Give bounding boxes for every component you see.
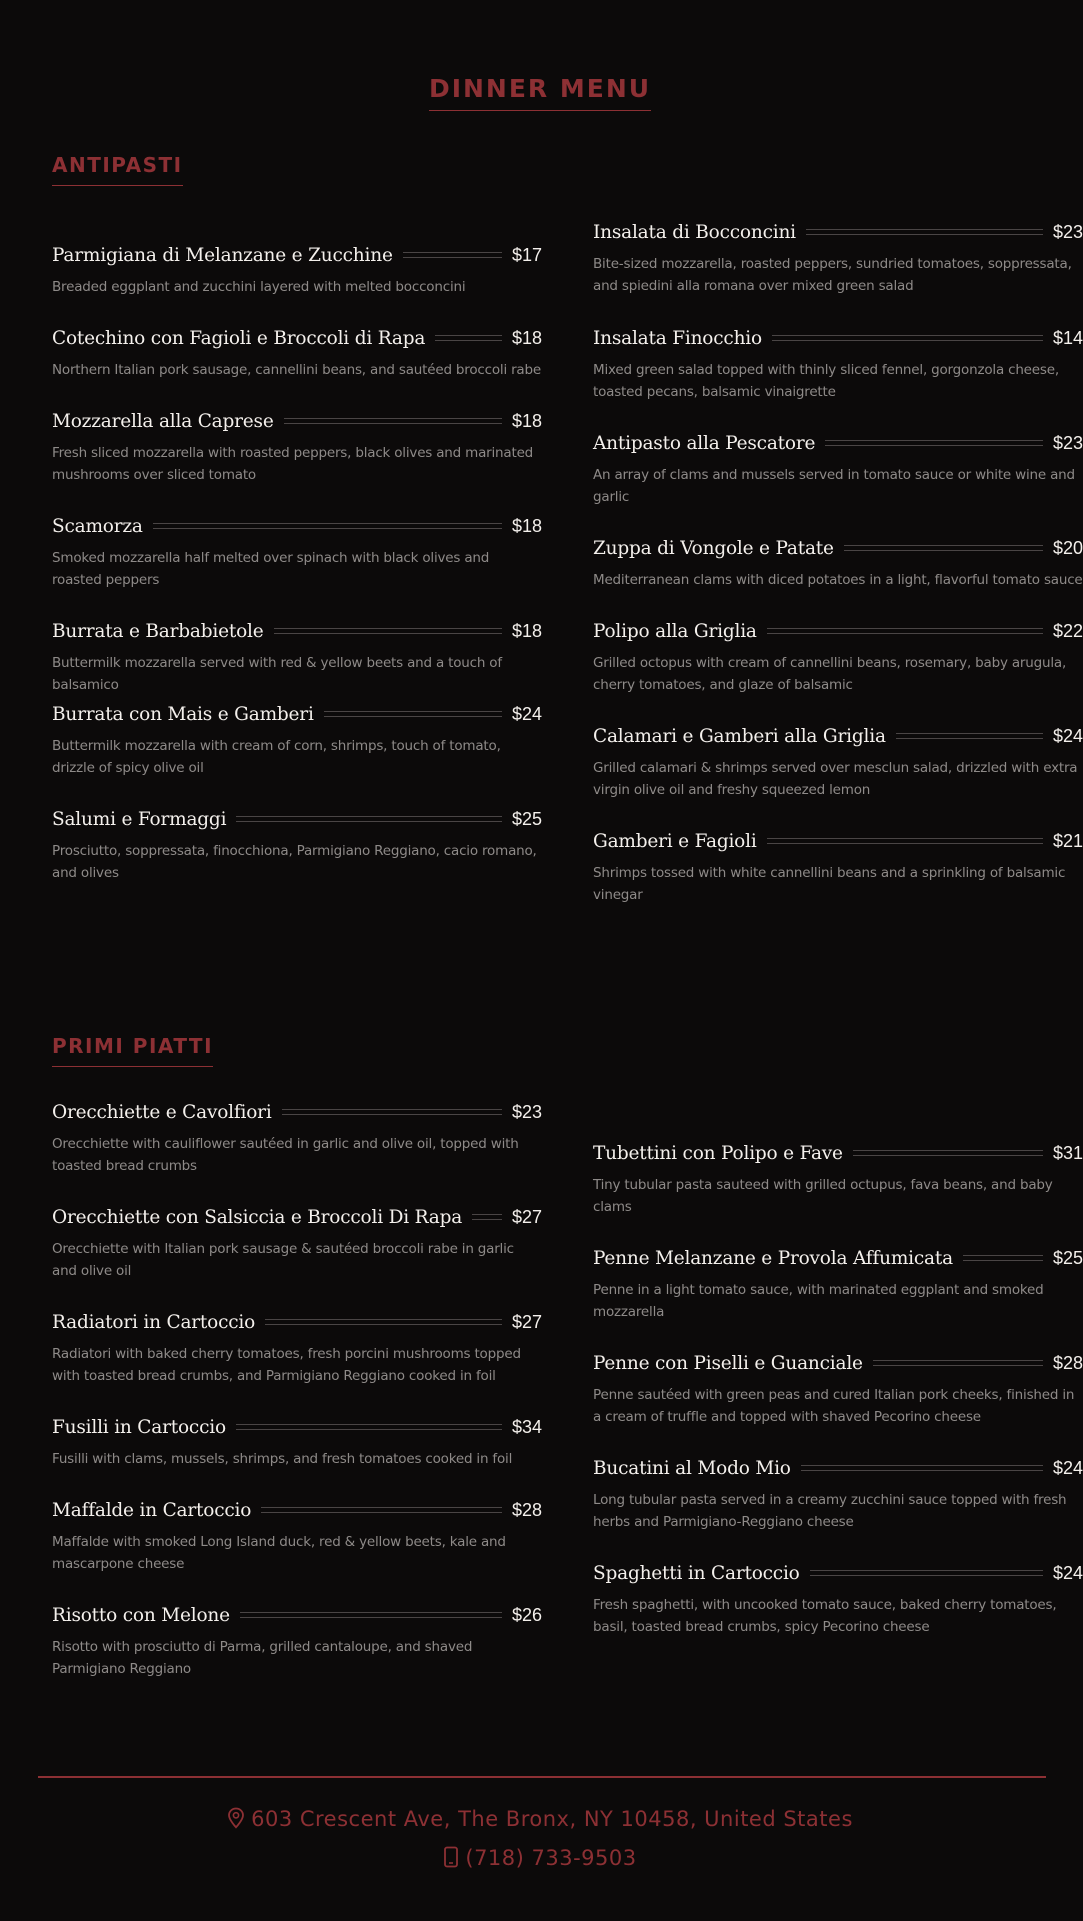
menu-item-header	[593, 616, 1083, 646]
menu-item-header	[593, 323, 1083, 353]
footer-divider	[38, 1776, 1046, 1778]
menu-title-wrap	[0, 74, 1080, 111]
menu-item-description: Penne in a light tomato sauce, with marinated eggplant and smoked mozzarella	[593, 1282, 1044, 1320]
menu-item-description: Grilled calamari & shrimps served over mesclun salad, drizzled with extra virgin olive oil and freshy squeezed lemon	[593, 760, 1078, 798]
menu-item-price: $18	[511, 620, 542, 641]
menu-item	[593, 616, 1083, 696]
footer-phone[interactable]	[0, 1846, 1080, 1870]
menu-item	[52, 511, 542, 591]
menu-item	[593, 1348, 1083, 1428]
menu-item-header	[52, 240, 542, 270]
menu-item	[593, 217, 1083, 294]
menu-item-name: Radiatori in Cartoccio	[52, 1311, 256, 1333]
menu-item-name: Salumi e Formaggi	[52, 808, 227, 830]
menu-item-price: $24	[1052, 1457, 1083, 1478]
leader-line	[772, 335, 1043, 341]
menu-item-price: $28	[1052, 1352, 1083, 1373]
leader-line	[853, 1150, 1043, 1156]
menu-item-name: Insalata di Bocconcini	[593, 221, 796, 243]
menu-item-price: $26	[511, 1604, 542, 1625]
section-title-primi-piatti: PRIMI PIATTI	[52, 1034, 213, 1067]
menu-item-description: Long tubular pasta served in a creamy zucchini sauce topped with fresh herbs and Parmigiano-Reggiano cheese	[593, 1492, 1067, 1530]
menu-item-header	[593, 1138, 1083, 1168]
leader-line	[236, 1424, 502, 1430]
menu-item-price: $25	[1052, 1247, 1083, 1268]
menu-item-description: Maffalde with smoked Long Island duck, red & yellow beets, kale and mascarpone cheese	[52, 1534, 506, 1572]
menu-item-header	[52, 1412, 542, 1442]
menu-item-name: Polipo alla Griglia	[593, 620, 757, 642]
menu-item-header	[52, 1600, 542, 1630]
menu-item-header	[52, 1307, 542, 1337]
leader-line	[767, 628, 1043, 634]
leader-line	[435, 335, 502, 341]
menu-item-description: Radiatori with baked cherry tomatoes, fresh porcini mushrooms topped with toasted bread crumbs, and Parmigiano Reggiano cooked in foil	[52, 1346, 521, 1384]
menu-item-header	[593, 1243, 1083, 1273]
menu-item	[593, 428, 1083, 508]
leader-line	[873, 1360, 1043, 1366]
menu-item-header	[52, 616, 542, 646]
leader-line	[261, 1507, 502, 1513]
leader-line	[265, 1319, 502, 1325]
menu-item-header	[593, 1558, 1083, 1588]
menu-item-price: $18	[511, 410, 542, 431]
menu-item-description: Fusilli with clams, mussels, shrimps, and fresh tomatoes cooked in foil	[52, 1451, 513, 1467]
phone-icon	[443, 1846, 459, 1868]
menu-item-name: Penne con Piselli e Guanciale	[593, 1352, 863, 1374]
menu-item	[52, 699, 542, 779]
menu-item	[52, 1307, 542, 1387]
leader-line	[153, 523, 502, 529]
menu-item	[593, 721, 1083, 801]
menu-item-name: Fusilli in Cartoccio	[52, 1416, 226, 1438]
leader-line	[284, 418, 502, 424]
menu-item-description: Mixed green salad topped with thinly sliced fennel, gorgonzola cheese, toasted pecans, balsamic vinaigrette	[593, 362, 1059, 400]
leader-line	[767, 838, 1043, 844]
menu-item-price: $27	[511, 1311, 542, 1332]
menu-item-description: Penne sautéed with green peas and cured Italian pork cheeks, finished in a cream of truffle and topped with shaved Pecorino cheese	[593, 1387, 1075, 1425]
leader-line	[810, 1570, 1043, 1576]
menu-item-header	[52, 323, 542, 353]
menu-item-price: $20	[1052, 537, 1083, 558]
menu-item-name: Maffalde in Cartoccio	[52, 1499, 252, 1521]
menu-item-name: Antipasto alla Pescatore	[593, 432, 816, 454]
menu-item-name: Risotto con Melone	[52, 1604, 230, 1626]
menu-item-description: Orecchiette with cauliflower sautéed in garlic and olive oil, topped with toasted bread crumbs	[52, 1136, 519, 1174]
menu-item	[593, 1453, 1083, 1533]
menu-item-price: $18	[511, 327, 542, 348]
menu-item-name: Orecchiette con Salsiccia e Broccoli Di Rapa	[52, 1206, 463, 1228]
menu-item	[52, 406, 542, 486]
page-title: DINNER MENU	[429, 74, 651, 111]
footer-address-text: 603 Crescent Ave, The Bronx, NY 10458, United States	[251, 1807, 853, 1831]
menu-item-description: Buttermilk mozzarella with cream of corn, shrimps, touch of tomato, drizzle of spicy olive oil	[52, 738, 501, 776]
menu-item-header	[52, 1495, 542, 1525]
leader-line	[896, 733, 1043, 739]
menu-item-header	[593, 1453, 1083, 1483]
menu-item-price: $14	[1052, 327, 1083, 348]
menu-item-price: $22	[1052, 620, 1083, 641]
leader-line	[240, 1612, 502, 1618]
menu-item-name: Cotechino con Fagioli e Broccoli di Rapa	[52, 327, 426, 349]
menu-item-header	[52, 406, 542, 436]
menu-item	[593, 1138, 1083, 1218]
menu-item-description: Shrimps tossed with white cannellini beans and a sprinkling of balsamic vinegar	[593, 865, 1066, 903]
menu-item	[52, 1412, 542, 1470]
menu-item-description: An array of clams and mussels served in tomato sauce or white wine and garlic	[593, 467, 1075, 505]
menu-item-price: $17	[511, 244, 542, 265]
leader-line	[274, 628, 502, 634]
menu-item	[52, 616, 542, 696]
menu-item-description: Tiny tubular pasta sauteed with grilled octupus, fava beans, and baby clams	[593, 1177, 1053, 1215]
menu-item	[593, 323, 1083, 403]
leader-line	[825, 440, 1043, 446]
menu-item-description: Risotto with prosciutto di Parma, grilled cantaloupe, and shaved Parmigiano Reggiano	[52, 1639, 473, 1677]
menu-item	[52, 1495, 542, 1575]
menu-item-header	[593, 428, 1083, 458]
menu-item-header	[593, 217, 1083, 247]
menu-item-price: $23	[1052, 432, 1083, 453]
menu-item-description: Grilled octopus with cream of cannellini beans, rosemary, baby arugula, cherry tomatoes, and glaze of balsamic	[593, 655, 1067, 693]
menu-item	[52, 1097, 542, 1177]
menu-item-name: Burrata e Barbabietole	[52, 620, 264, 642]
menu-item-description: Northern Italian pork sausage, cannellini beans, and sautéed broccoli rabe	[52, 362, 541, 378]
menu-item-name: Insalata Finocchio	[593, 327, 762, 349]
leader-line	[963, 1255, 1043, 1261]
menu-item-header	[52, 1202, 542, 1232]
menu-item-name: Calamari e Gamberi alla Griglia	[593, 725, 886, 747]
footer-phone-text: (718) 733-9503	[465, 1846, 637, 1870]
menu-item-name: Gamberi e Fagioli	[593, 830, 757, 852]
menu-item-price: $24	[1052, 725, 1083, 746]
menu-item	[52, 240, 542, 298]
footer-address[interactable]	[0, 1807, 1080, 1831]
map-pin-icon	[227, 1807, 245, 1829]
menu-item-name: Burrata con Mais e Gamberi	[52, 703, 314, 725]
menu-item-header	[593, 533, 1083, 563]
menu-item-price: $24	[1052, 1562, 1083, 1583]
leader-line	[324, 711, 502, 717]
menu-item-description: Mediterranean clams with diced potatoes in a light, flavorful tomato sauce	[593, 572, 1083, 588]
menu-item	[52, 323, 542, 381]
menu-item-price: $31	[1052, 1142, 1083, 1163]
leader-line	[282, 1109, 502, 1115]
menu-item-name: Parmigiana di Melanzane e Zucchine	[52, 244, 393, 266]
menu-item-name: Spaghetti in Cartoccio	[593, 1562, 800, 1584]
menu-item-description: Orecchiette with Italian pork sausage & sautéed broccoli rabe in garlic and olive oil	[52, 1241, 514, 1279]
menu-item-price: $25	[511, 808, 542, 829]
menu-item	[593, 1558, 1083, 1635]
menu-item-name: Zuppa di Vongole e Patate	[593, 537, 834, 559]
leader-line	[472, 1214, 502, 1220]
menu-item-description: Fresh sliced mozzarella with roasted peppers, black olives and marinated mushrooms over sliced tomato	[52, 445, 534, 483]
leader-line	[806, 229, 1043, 235]
menu-item-description: Smoked mozzarella half melted over spinach with black olives and roasted peppers	[52, 550, 490, 588]
menu-item	[593, 533, 1083, 591]
menu-item	[593, 1243, 1083, 1323]
menu-item-name: Bucatini al Modo Mio	[593, 1457, 791, 1479]
menu-item	[52, 1202, 542, 1282]
leader-line	[236, 816, 502, 822]
leader-line	[403, 252, 502, 258]
menu-item-header	[593, 721, 1083, 751]
menu-item-price: $18	[511, 515, 542, 536]
menu-item-name: Mozzarella alla Caprese	[52, 410, 274, 432]
menu-item-header	[52, 511, 542, 541]
menu-item-header	[593, 826, 1083, 856]
menu-item-header	[52, 699, 542, 729]
menu-item-description: Fresh spaghetti, with uncooked tomato sauce, baked cherry tomatoes, basil, toasted bread crumbs, spicy Pecorino cheese	[593, 1597, 1057, 1635]
menu-item-header	[52, 1097, 542, 1127]
menu-item-price: $23	[511, 1101, 542, 1122]
leader-line	[844, 545, 1043, 551]
menu-item	[52, 804, 542, 884]
menu-item-header	[52, 804, 542, 834]
menu-item	[52, 1600, 542, 1680]
menu-item-description: Breaded eggplant and zucchini layered with melted bocconcini	[52, 279, 466, 295]
menu-item-description: Bite-sized mozzarella, roasted peppers, sundried tomatoes, soppressata, and spiedini alla romana over mixed green salad	[593, 256, 1072, 294]
menu-item-price: $24	[511, 703, 542, 724]
menu-item-name: Scamorza	[52, 515, 143, 537]
leader-line	[801, 1465, 1043, 1471]
menu-item-price: $28	[511, 1499, 542, 1520]
menu-item-name: Tubettini con Polipo e Fave	[593, 1142, 843, 1164]
menu-item-price: $21	[1052, 830, 1083, 851]
section-title-antipasti: ANTIPASTI	[52, 153, 183, 186]
menu-item-name: Penne Melanzane e Provola Affumicata	[593, 1247, 953, 1269]
menu-item-price: $27	[511, 1206, 542, 1227]
menu-item	[593, 826, 1083, 906]
menu-item-description: Prosciutto, soppressata, finocchiona, Parmigiano Reggiano, cacio romano, and olives	[52, 843, 537, 881]
menu-item-name: Orecchiette e Cavolfiori	[52, 1101, 272, 1123]
menu-item-description: Buttermilk mozzarella served with red & yellow beets and a touch of balsamico	[52, 655, 502, 693]
menu-item-price: $23	[1052, 221, 1083, 242]
menu-item-header	[593, 1348, 1083, 1378]
menu-item-price: $34	[511, 1416, 542, 1437]
